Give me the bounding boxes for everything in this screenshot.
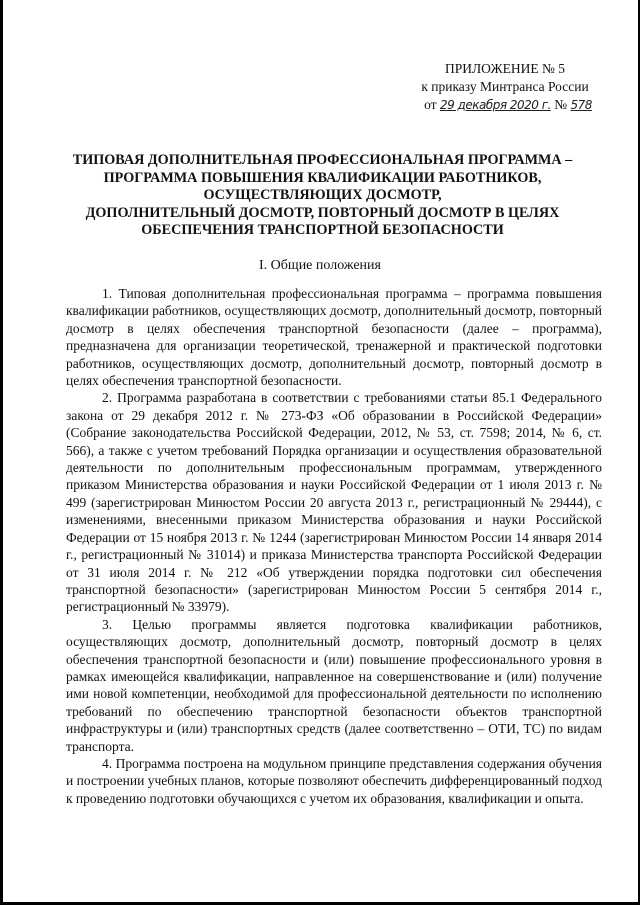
- title-line: ПРОГРАММА ПОВЫШЕНИЯ КВАЛИФИКАЦИИ РАБОТНИКОВ,: [103, 169, 542, 186]
- appendix-number: ПРИЛОЖЕНИЕ № 5: [444, 61, 566, 76]
- scan-edge-left: [0, 0, 3, 905]
- paragraph-2: 2. Программа разработана в соответствии с требованиями статьи 85.1 Федерального закона от 29 декабря 2012 г. № 273-ФЗ «Об образовании в Российской Федерации» (Собрание законодательства Российской Федерации, 2012, № 53, ст. 7598; 2014, № 6, ст. 566), а также с учетом требований Порядка организации и осуществления образовательной деятельности по дополнительным профессиональным программам, утвержденного приказом Министерства образования и науки Российской Федерации от 1 июля 2013 г. № 499 (зарегистрирован Минюстом России 20 августа 2013 г., регистрационный № 29444), с изменениями, внесенными приказом Министерства образования и науки Российской Федерации от 15 ноября 2013 г. № 1244 (зарегистрирован Минюстом России 14 января 2014 г., регистрационный № 31014) и приказа Министерства транспорта Российской Федерации от 31 июля 2014 г. № 212 «Об утверждении порядка подготовки сил обеспечения транспортной безопасности» (зарегистрирован Минюстом России 5 сентября 2014 г., регистрационный № 33979).: [66, 390, 602, 615]
- appendix-header: [400, 60, 610, 114]
- title-line: ОСУЩЕСТВЛЯЮЩИХ ДОСМОТР,: [203, 187, 442, 203]
- order-reference: к приказу Минтранса России: [421, 79, 589, 94]
- order-number-handwritten: 578: [570, 98, 592, 112]
- document-title: [40, 152, 605, 240]
- title-line: ДОПОЛНИТЕЛЬНЫЙ ДОСМОТР, ПОВТОРНЫЙ ДОСМОТР В ЦЕЛЯХ: [85, 204, 560, 221]
- paragraph-3: 3. Целью программы является подготовка квалификации работников, осуществляющих досмотр, дополнительный досмотр, повторный досмотр в целях обеспечения транспортной безопасности и (или) повышение профессионального уровня в рамках имеющейся квалификации, направленное на совершенствование и (или) получение ими новой компетенции, необходимой для профессиональной деятельности по исполнению требований по обеспечению транспортной безопасности объектов транспортной инфраструктуры и (или) транспортных средств (далее соответственно – ОТИ, ТС) по видам транспорта.: [66, 616, 602, 754]
- document-body: [66, 285, 602, 807]
- paragraph-1: 1. Типовая дополнительная профессиональная программа – программа повышения квалификации работников, осуществляющих досмотр, дополнительный досмотр, повторный досмотр в целях обеспечения транспортной безопасности (далее – программа), предназначена для организации теоретической, тренажерной и практической подготовки работников, осуществляющих досмотр, дополнительный досмотр, повторный досмотр в целях обеспечения транспортной безопасности.: [66, 286, 602, 389]
- paragraph-4: 4. Программа построена на модульном принципе представления содержания обучения и построении учебных планов, которые позволяют обеспечить дифференцированный подход к проведению подготовки обучающихся с учетом их образования, квалификации и опыта.: [66, 755, 602, 806]
- order-date-handwritten: 29 декабря 2020 г.: [439, 98, 551, 112]
- from-label: от: [424, 97, 437, 112]
- number-label: №: [554, 97, 568, 112]
- title-line: ТИПОВАЯ ДОПОЛНИТЕЛЬНАЯ ПРОФЕССИОНАЛЬНАЯ ПРОГРАММА –: [72, 152, 573, 168]
- order-date-line: [418, 97, 592, 112]
- section-heading: I. Общие положения: [259, 258, 381, 273]
- title-line: ОБЕСПЕЧЕНИЯ ТРАНСПОРТНОЙ БЕЗОПАСНОСТИ: [141, 222, 504, 238]
